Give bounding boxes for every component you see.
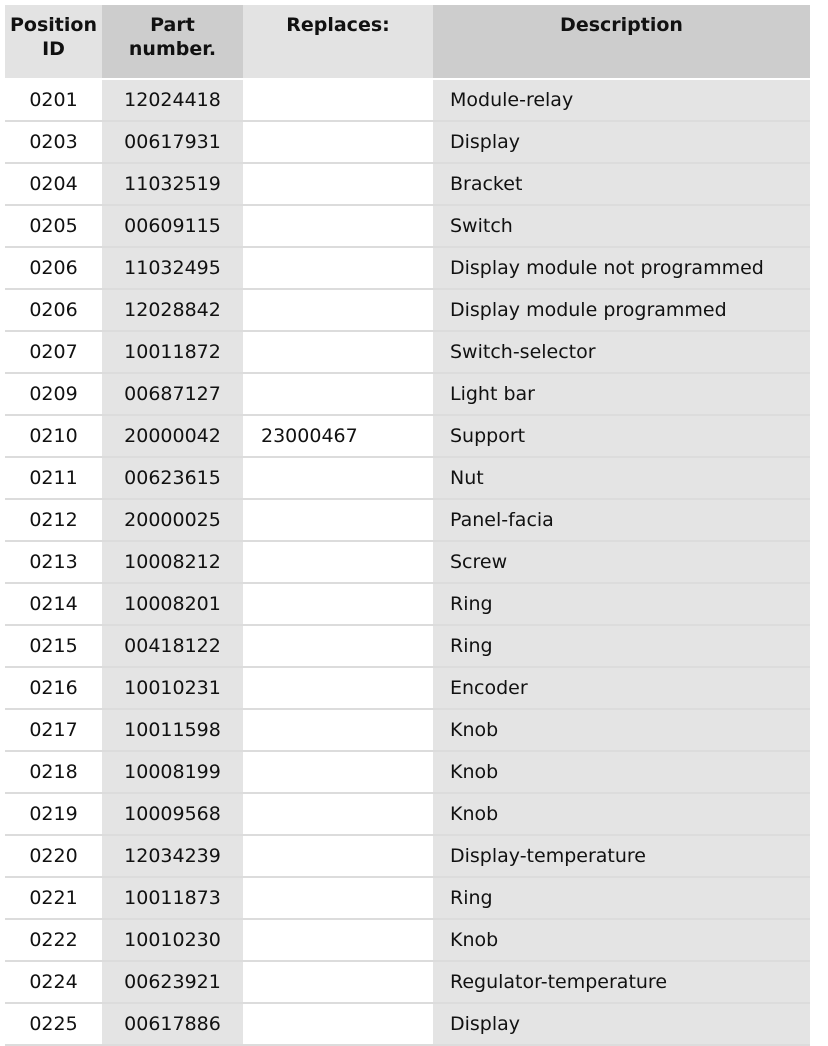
table-row — [5, 79, 810, 121]
position-id-cell: 0221 — [5, 877, 102, 919]
position-id-cell: 0216 — [5, 667, 102, 709]
position-id-cell: 0212 — [5, 499, 102, 541]
description-cell: Display-temperature — [433, 835, 810, 877]
part-number-cell: 20000025 — [102, 499, 243, 541]
description-cell: Ring — [433, 877, 810, 919]
position-id-cell: 0206 — [5, 247, 102, 289]
position-id-cell: 0224 — [5, 961, 102, 1003]
replaces-cell — [243, 625, 433, 667]
header-part-number — [102, 5, 243, 79]
position-id-cell: 0213 — [5, 541, 102, 583]
part-number-cell: 00617931 — [102, 121, 243, 163]
description-cell: Display — [433, 121, 810, 163]
table-row — [5, 751, 810, 793]
replaces-cell — [243, 541, 433, 583]
position-id-cell: 0222 — [5, 919, 102, 961]
replaces-cell — [243, 331, 433, 373]
table-row — [5, 247, 810, 289]
description-cell: Ring — [433, 625, 810, 667]
replaces-cell — [243, 961, 433, 1003]
part-number-cell: 00687127 — [102, 373, 243, 415]
position-id-cell: 0201 — [5, 79, 102, 121]
table-row — [5, 625, 810, 667]
part-number-cell: 10011872 — [102, 331, 243, 373]
replaces-cell — [243, 583, 433, 625]
table-row — [5, 163, 810, 205]
part-number-cell: 20000042 — [102, 415, 243, 457]
table-row — [5, 289, 810, 331]
position-id-cell: 0209 — [5, 373, 102, 415]
table-row — [5, 415, 810, 457]
description-cell: Encoder — [433, 667, 810, 709]
part-number-cell: 10011598 — [102, 709, 243, 751]
replaces-cell — [243, 877, 433, 919]
replaces-cell — [243, 499, 433, 541]
header-row — [5, 5, 810, 79]
table-row — [5, 877, 810, 919]
position-id-cell: 0218 — [5, 751, 102, 793]
position-id-cell: 0215 — [5, 625, 102, 667]
table-row — [5, 1003, 810, 1045]
table-row — [5, 331, 810, 373]
table-row — [5, 835, 810, 877]
table-row — [5, 793, 810, 835]
table-row — [5, 919, 810, 961]
table-row — [5, 205, 810, 247]
part-number-cell: 12034239 — [102, 835, 243, 877]
description-cell: Knob — [433, 751, 810, 793]
description-cell: Panel-facia — [433, 499, 810, 541]
table-row — [5, 121, 810, 163]
description-cell: Nut — [433, 457, 810, 499]
replaces-cell — [243, 667, 433, 709]
table-row — [5, 583, 810, 625]
part-number-cell: 10008212 — [102, 541, 243, 583]
table-row — [5, 961, 810, 1003]
replaces-cell — [243, 373, 433, 415]
description-cell: Module-relay — [433, 79, 810, 121]
description-cell: Regulator-temperature — [433, 961, 810, 1003]
part-number-cell: 12028842 — [102, 289, 243, 331]
part-number-cell: 11032519 — [102, 163, 243, 205]
header-description: Description — [433, 5, 810, 79]
part-number-cell: 00623615 — [102, 457, 243, 499]
description-cell: Display module programmed — [433, 289, 810, 331]
position-id-cell: 0225 — [5, 1003, 102, 1045]
replaces-cell — [243, 205, 433, 247]
description-cell: Display module not programmed — [433, 247, 810, 289]
description-cell: Switch — [433, 205, 810, 247]
position-id-cell: 0219 — [5, 793, 102, 835]
header-text: Part — [150, 14, 195, 36]
table-row — [5, 373, 810, 415]
position-id-cell: 0203 — [5, 121, 102, 163]
part-number-cell: 00418122 — [102, 625, 243, 667]
replaces-cell — [243, 289, 433, 331]
table-row — [5, 709, 810, 751]
replaces-cell — [243, 835, 433, 877]
part-number-cell: 00617886 — [102, 1003, 243, 1045]
table-row — [5, 499, 810, 541]
position-id-cell: 0217 — [5, 709, 102, 751]
replaces-cell — [243, 457, 433, 499]
table-row — [5, 541, 810, 583]
position-id-cell: 0206 — [5, 289, 102, 331]
part-number-cell: 10009568 — [102, 793, 243, 835]
part-number-cell: 11032495 — [102, 247, 243, 289]
description-cell: Knob — [433, 793, 810, 835]
position-id-cell: 0205 — [5, 205, 102, 247]
header-text: ID — [42, 38, 65, 60]
position-id-cell: 0204 — [5, 163, 102, 205]
header-text: number. — [128, 38, 217, 60]
position-id-cell: 0210 — [5, 415, 102, 457]
replaces-cell — [243, 79, 433, 121]
replaces-cell — [243, 709, 433, 751]
description-cell: Bracket — [433, 163, 810, 205]
part-number-cell: 10008199 — [102, 751, 243, 793]
part-number-cell: 10010231 — [102, 667, 243, 709]
description-cell: Knob — [433, 919, 810, 961]
position-id-cell: 0211 — [5, 457, 102, 499]
replaces-cell — [243, 247, 433, 289]
part-number-cell: 10010230 — [102, 919, 243, 961]
header-text: Position — [10, 14, 97, 36]
description-cell: Knob — [433, 709, 810, 751]
description-cell: Screw — [433, 541, 810, 583]
position-id-cell: 0207 — [5, 331, 102, 373]
replaces-cell — [243, 163, 433, 205]
table-row — [5, 667, 810, 709]
part-number-cell: 00623921 — [102, 961, 243, 1003]
table-row — [5, 457, 810, 499]
header-position-id — [5, 5, 102, 79]
part-number-cell: 00609115 — [102, 205, 243, 247]
description-cell: Light bar — [433, 373, 810, 415]
description-cell: Ring — [433, 583, 810, 625]
replaces-cell — [243, 919, 433, 961]
description-cell: Display — [433, 1003, 810, 1045]
replaces-cell — [243, 121, 433, 163]
replaces-cell: 23000467 — [243, 415, 433, 457]
parts-table — [5, 5, 810, 1046]
replaces-cell — [243, 793, 433, 835]
description-cell: Switch-selector — [433, 331, 810, 373]
part-number-cell: 10011873 — [102, 877, 243, 919]
position-id-cell: 0214 — [5, 583, 102, 625]
header-replaces: Replaces: — [243, 5, 433, 79]
replaces-cell — [243, 751, 433, 793]
description-cell: Support — [433, 415, 810, 457]
part-number-cell: 10008201 — [102, 583, 243, 625]
position-id-cell: 0220 — [5, 835, 102, 877]
part-number-cell: 12024418 — [102, 79, 243, 121]
replaces-cell — [243, 1003, 433, 1045]
